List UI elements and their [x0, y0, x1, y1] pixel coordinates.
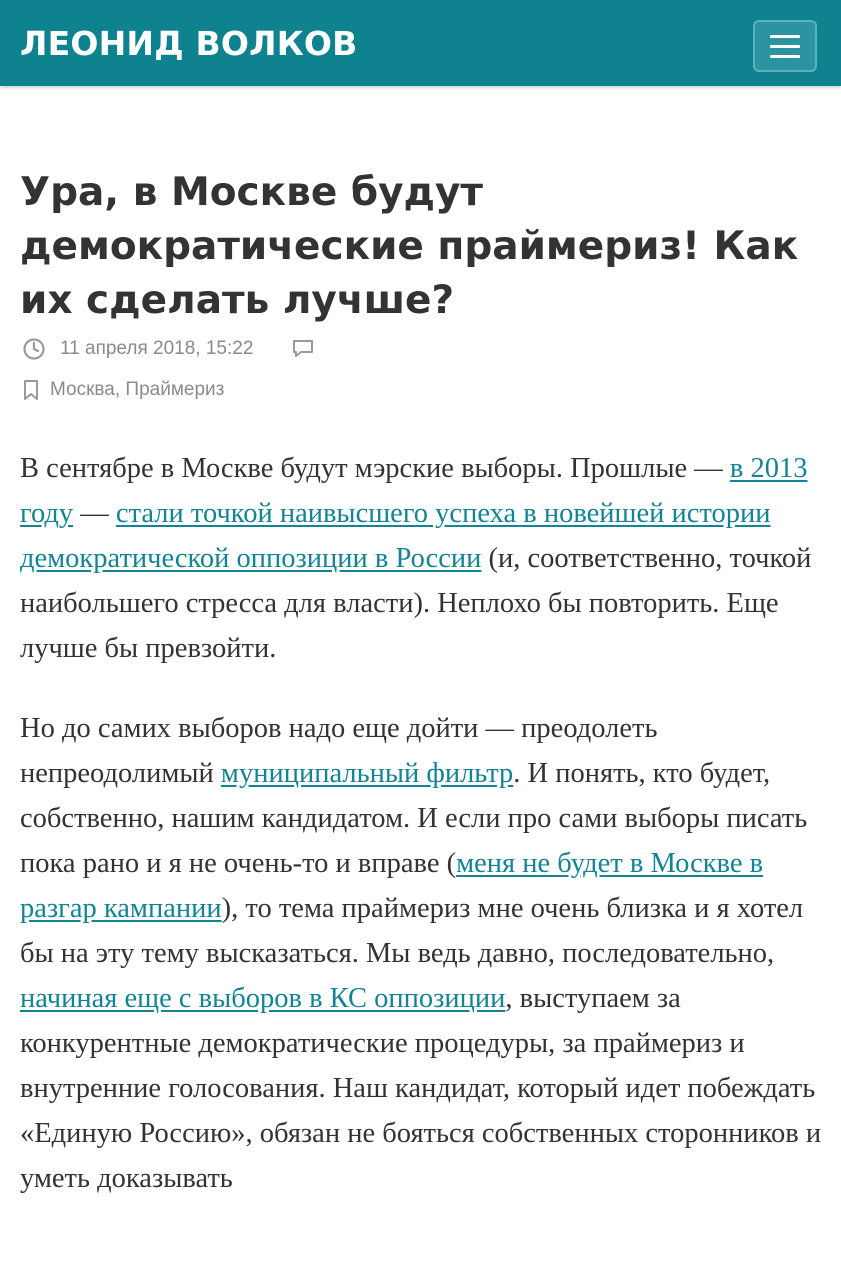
- link-peak-success[interactable]: стали точкой наивысшего успеха в новейшей истории демократической оппозиции в России: [20, 498, 771, 574]
- text: ), то тема праймериз мне очень близка и я хотел бы на эту тему высказаться. Мы ведь давно, последовательно,: [20, 893, 804, 969]
- link-not-in-moscow[interactable]: меня не будет в Москве в разгар кампании: [20, 848, 764, 924]
- article-meta-date-row: [22, 337, 315, 361]
- article-tags[interactable]: Москва, Праймериз: [50, 379, 225, 400]
- link-ks-elections[interactable]: начиная еще с выборов в КС оппозиции: [20, 983, 506, 1014]
- menu-button[interactable]: [753, 20, 817, 72]
- clock-icon: [22, 337, 46, 361]
- text: (и, соответственно, точкой наибольшего стресса для власти). Неплохо бы повторить. Еще лучше бы превзойти.: [20, 543, 812, 664]
- text: . И понять, кто будет, собственно, нашим кандидатом. И если про сами выборы писать пока рано и я не очень-то и вправе (: [20, 758, 808, 879]
- text: В сентябре в Москве будут мэрские выборы. Прошлые —: [20, 453, 730, 484]
- link-municipal-filter[interactable]: муниципальный фильтр: [220, 758, 514, 789]
- comment-icon[interactable]: [291, 338, 315, 360]
- text: —: [73, 498, 116, 529]
- article-date: 11 апреля 2018, 15:22: [60, 338, 254, 359]
- site-title[interactable]: ЛЕОНИД ВОЛКОВ: [20, 24, 358, 63]
- paragraph: [20, 706, 825, 1201]
- text: , выступаем за конкурентные демократические процедуры, за праймериз и внутренние голосования. Наш кандидат, который идет побеждать «Единую Россию», обязан не бояться собственных сторонников и уметь доказывать: [20, 983, 822, 1194]
- bookmark-icon: [22, 379, 40, 401]
- article-meta-tags-row: [22, 378, 224, 402]
- site-header: [0, 0, 841, 86]
- paragraph: [20, 446, 825, 671]
- link-2013-elections[interactable]: в 2013 году: [20, 453, 808, 529]
- article-title: Ура, в Москве будут демократические праймериз! Как их сделать лучше?: [20, 170, 799, 323]
- article-body: [20, 446, 825, 1236]
- text: Но до самих выборов надо еще дойти — преодолеть непреодолимый: [20, 713, 658, 789]
